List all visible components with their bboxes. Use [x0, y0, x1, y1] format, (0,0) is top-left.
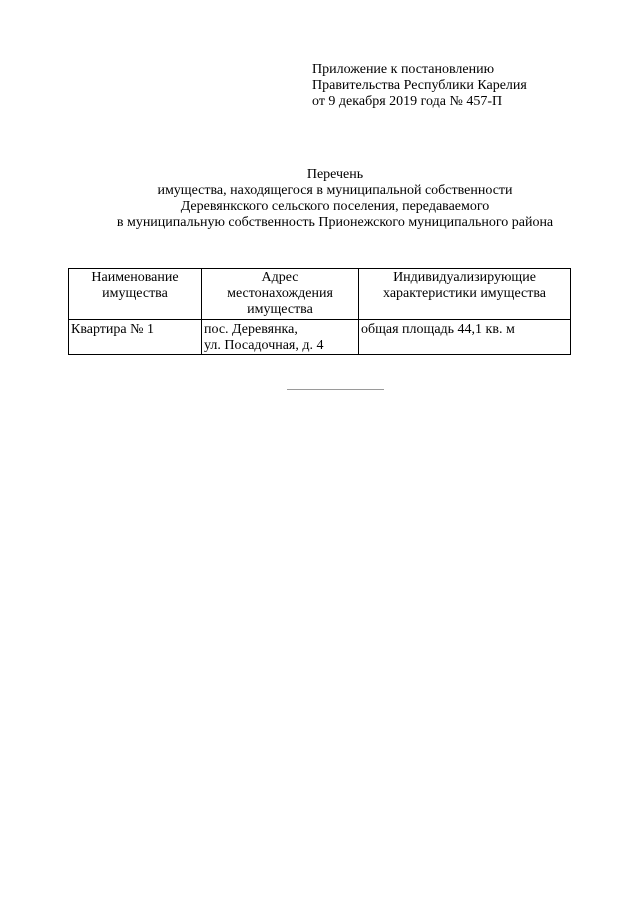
- title-line-3: в муниципальную собственность Прионежского муниципального района: [116, 215, 554, 230]
- header-name: [69, 269, 202, 320]
- table-header-row: [69, 269, 571, 320]
- cell-address-line-2: ул. Посадочная, д. 4: [204, 338, 324, 353]
- appendix-line-1: Приложение к постановлению: [312, 62, 495, 77]
- cell-name: Квартира № 1: [69, 320, 202, 355]
- appendix-header: [312, 62, 612, 110]
- header-address-line-2: местонахождения: [227, 286, 333, 301]
- end-divider: [287, 389, 384, 390]
- title-line-2: Деревянкского сельского поселения, передаваемого: [180, 199, 490, 214]
- property-table: [68, 268, 571, 355]
- header-address-line-3: имущества: [247, 302, 313, 317]
- appendix-line-2: Правительства Республики Карелия: [312, 78, 527, 93]
- cell-address-line-1: пос. Деревянка,: [204, 322, 298, 337]
- document-title: [60, 167, 610, 231]
- header-address: [202, 269, 359, 320]
- header-characteristics: [359, 269, 571, 320]
- title-heading: Перечень: [306, 167, 364, 182]
- title-line-1: имущества, находящегося в муниципальной собственности: [157, 183, 513, 198]
- header-characteristics-line-2: характеристики имущества: [383, 286, 546, 301]
- appendix-line-3: от 9 декабря 2019 года № 457-П: [312, 94, 503, 109]
- cell-address: [202, 320, 359, 355]
- header-address-line-1: Адрес: [261, 270, 299, 285]
- header-name-line-1: Наименование: [91, 270, 179, 285]
- cell-characteristics: общая площадь 44,1 кв. м: [359, 320, 571, 355]
- header-name-line-2: имущества: [102, 286, 168, 301]
- header-characteristics-line-1: Индивидуализирующие: [393, 270, 536, 285]
- table-row: [69, 320, 571, 355]
